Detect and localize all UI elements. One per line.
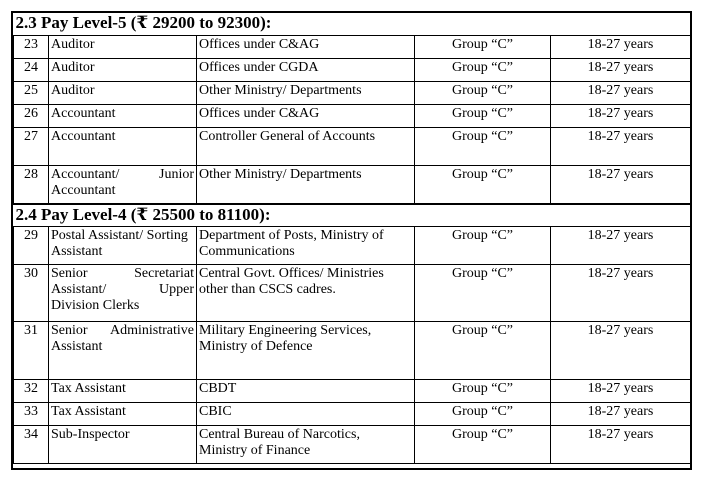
post-name-line bbox=[51, 167, 194, 183]
group-classification: Group “C” bbox=[415, 127, 551, 165]
table-row bbox=[14, 58, 691, 81]
row-number: 34 bbox=[14, 425, 49, 463]
post-name: Sub-Inspector bbox=[49, 425, 197, 463]
office-name bbox=[197, 226, 415, 264]
post-name-line: Accountant bbox=[51, 182, 116, 198]
post-name-line: Assistant bbox=[51, 338, 103, 354]
table-row bbox=[14, 379, 691, 402]
section-title: 2.3 Pay Level-5 (₹ 29200 to 92300): bbox=[14, 13, 691, 35]
row-number: 28 bbox=[14, 165, 49, 204]
group-classification: Group “C” bbox=[415, 104, 551, 127]
post-name: Auditor bbox=[49, 58, 197, 81]
age-limit: 18-27 years bbox=[551, 425, 691, 463]
post-name-part: Upper bbox=[159, 281, 194, 297]
office-name-line: Ministry of Defence bbox=[199, 338, 313, 354]
section-title: 2.4 Pay Level-4 (₹ 25500 to 81100): bbox=[14, 204, 691, 226]
row-number: 25 bbox=[14, 81, 49, 104]
office-name: CBIC bbox=[197, 402, 415, 425]
post-name-part: Administrative bbox=[110, 322, 194, 338]
office-name-line: Ministry of Finance bbox=[199, 442, 311, 458]
group-classification: Group “C” bbox=[415, 58, 551, 81]
group-classification: Group “C” bbox=[415, 165, 551, 204]
post-name-part: Senior bbox=[51, 265, 88, 281]
row-number: 29 bbox=[14, 226, 49, 264]
age-limit: 18-27 years bbox=[551, 127, 691, 165]
post-name-part: Junior bbox=[159, 166, 194, 182]
post-name: Auditor bbox=[49, 35, 197, 58]
posts-table bbox=[13, 13, 691, 464]
table-row bbox=[14, 321, 691, 379]
group-classification: Group “C” bbox=[415, 264, 551, 321]
post-name bbox=[49, 264, 197, 321]
office-name: CBDT bbox=[197, 379, 415, 402]
post-name-line bbox=[51, 266, 194, 282]
office-name-line: other than CSCS cadres. bbox=[199, 281, 336, 297]
age-limit: 18-27 years bbox=[551, 81, 691, 104]
table-row bbox=[14, 425, 691, 463]
post-name bbox=[49, 321, 197, 379]
table-row bbox=[14, 226, 691, 264]
table-row bbox=[14, 104, 691, 127]
table-row bbox=[14, 264, 691, 321]
age-limit: 18-27 years bbox=[551, 321, 691, 379]
row-number: 31 bbox=[14, 321, 49, 379]
post-name-line bbox=[51, 282, 194, 298]
row-number: 27 bbox=[14, 127, 49, 165]
office-name bbox=[197, 425, 415, 463]
post-name-line: Assistant bbox=[51, 243, 103, 259]
post-name-part: Accountant/ bbox=[51, 166, 120, 182]
office-name: Other Ministry/ Departments bbox=[197, 81, 415, 104]
row-number: 26 bbox=[14, 104, 49, 127]
office-name bbox=[197, 264, 415, 321]
group-classification: Group “C” bbox=[415, 226, 551, 264]
group-classification: Group “C” bbox=[415, 402, 551, 425]
post-name bbox=[49, 226, 197, 264]
office-name: Offices under C&AG bbox=[197, 35, 415, 58]
age-limit: 18-27 years bbox=[551, 402, 691, 425]
office-name: Offices under C&AG bbox=[197, 104, 415, 127]
age-limit: 18-27 years bbox=[551, 226, 691, 264]
office-name bbox=[197, 321, 415, 379]
post-name-line: Division Clerks bbox=[51, 297, 140, 313]
office-name-line: Central Govt. Offices/ Ministries bbox=[199, 265, 384, 281]
office-name-line: Central Bureau of Narcotics, bbox=[199, 426, 360, 442]
row-number: 30 bbox=[14, 264, 49, 321]
table-row bbox=[14, 165, 691, 204]
table-row bbox=[14, 35, 691, 58]
office-name: Other Ministry/ Departments bbox=[197, 165, 415, 204]
post-name-line bbox=[51, 323, 194, 339]
table-row bbox=[14, 127, 691, 165]
group-classification: Group “C” bbox=[415, 321, 551, 379]
office-name-line: Communications bbox=[199, 243, 295, 259]
section-header-row bbox=[14, 204, 691, 226]
age-limit: 18-27 years bbox=[551, 264, 691, 321]
row-number: 32 bbox=[14, 379, 49, 402]
table-row bbox=[14, 81, 691, 104]
row-number: 33 bbox=[14, 402, 49, 425]
office-name-line: Military Engineering Services, bbox=[199, 322, 372, 338]
post-name bbox=[49, 165, 197, 204]
group-classification: Group “C” bbox=[415, 425, 551, 463]
post-name-part: Secretariat bbox=[134, 265, 194, 281]
post-name: Accountant bbox=[49, 104, 197, 127]
group-classification: Group “C” bbox=[415, 379, 551, 402]
group-classification: Group “C” bbox=[415, 81, 551, 104]
post-name-line: Postal Assistant/ Sorting bbox=[51, 227, 188, 243]
post-name: Accountant bbox=[49, 127, 197, 165]
office-name: Controller General of Accounts bbox=[197, 127, 415, 165]
age-limit: 18-27 years bbox=[551, 35, 691, 58]
post-name: Auditor bbox=[49, 81, 197, 104]
age-limit: 18-27 years bbox=[551, 165, 691, 204]
row-number: 24 bbox=[14, 58, 49, 81]
row-number: 23 bbox=[14, 35, 49, 58]
table-row bbox=[14, 402, 691, 425]
section-header-row bbox=[14, 13, 691, 35]
office-name-line: Department of Posts, Ministry of bbox=[199, 227, 384, 243]
post-name: Tax Assistant bbox=[49, 379, 197, 402]
age-limit: 18-27 years bbox=[551, 379, 691, 402]
age-limit: 18-27 years bbox=[551, 104, 691, 127]
office-name: Offices under CGDA bbox=[197, 58, 415, 81]
age-limit: 18-27 years bbox=[551, 58, 691, 81]
post-name-part: Assistant/ bbox=[51, 281, 107, 297]
group-classification: Group “C” bbox=[415, 35, 551, 58]
post-name: Tax Assistant bbox=[49, 402, 197, 425]
post-name-part: Senior bbox=[51, 322, 88, 338]
